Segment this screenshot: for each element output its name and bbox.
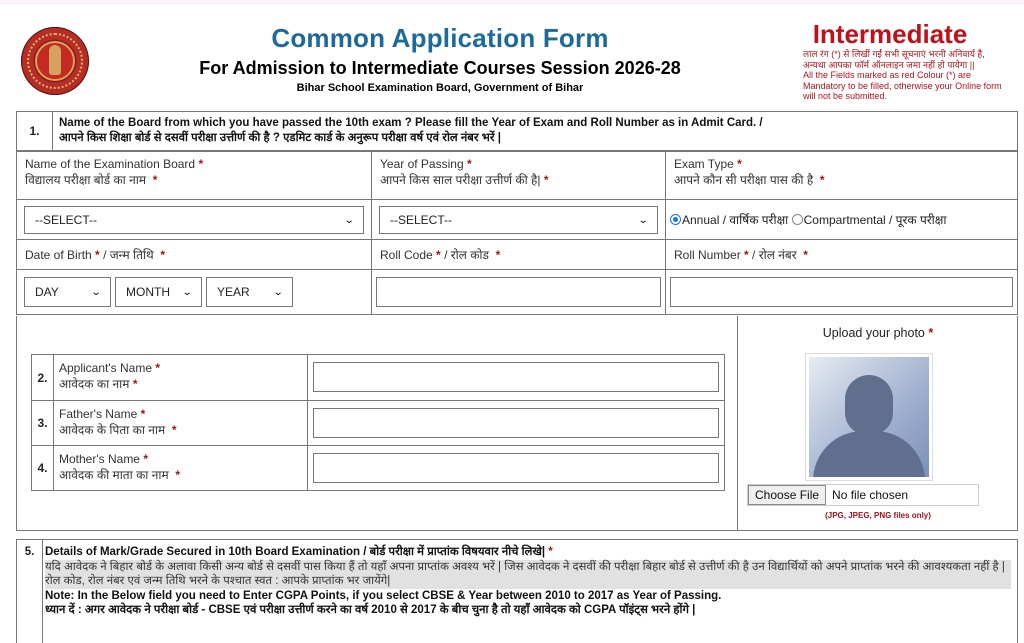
photo-preview bbox=[805, 353, 933, 481]
section-5-note-hi: ध्यान दें : अगर आवेदक ने परीक्षा बोर्ड - CBSE एवं परीक्षा उत्तीर्ण करने का वर्ष 2010 से 2017 के बीच चुना है तो यहाँ आवेदक को CGPA पॉइंट्स भरने होंगे | bbox=[45, 604, 696, 616]
required-mark: * bbox=[548, 546, 553, 558]
mandatory-note-en-2: Mandatory to be filled, otherwise your Online form bbox=[803, 80, 1002, 91]
page-subtitle: For Admission to Intermediate Courses Session 2026-28 bbox=[199, 58, 681, 78]
avatar-head bbox=[845, 375, 893, 435]
board-label bbox=[17, 152, 372, 199]
radio-unselected-icon[interactable] bbox=[792, 214, 803, 225]
required-mark: * bbox=[737, 157, 742, 171]
year-label-hi: आपने किस साल परीक्षा उत्तीर्ण की है| bbox=[380, 173, 541, 187]
required-mark: * bbox=[466, 157, 472, 171]
board-select-value: --SELECT-- bbox=[35, 213, 98, 227]
roll-code-input[interactable] bbox=[376, 277, 661, 307]
dob-day-value: DAY bbox=[35, 285, 59, 299]
photo-file-input[interactable] bbox=[747, 484, 979, 506]
required-mark: * bbox=[803, 248, 808, 262]
required-mark: * bbox=[152, 173, 158, 187]
roll-number-cell bbox=[666, 270, 1017, 314]
required-mark: * bbox=[744, 248, 749, 262]
mother-name-row bbox=[32, 445, 724, 490]
chevron-down-icon: ⌄ bbox=[181, 286, 193, 298]
dob-year-value: YEAR bbox=[217, 285, 250, 299]
labels-row bbox=[17, 151, 1017, 199]
exam-type-label-hi: आपने कौन सी परीक्षा पास की है bbox=[674, 173, 814, 187]
board-label-en: Name of the Examination Board bbox=[25, 157, 196, 171]
board-select[interactable] bbox=[24, 206, 364, 234]
section-1-heading-hi: आपने किस शिक्षा बोर्ड से दसवीं परीक्षा उत्तीर्ण की है ? एडमिट कार्ड के अनुरूप परीक्षा वर्ष एवं रोल नंबर भरें | bbox=[59, 132, 501, 144]
father-name-label-hi: आवेदक के पिता का नाम bbox=[59, 423, 166, 437]
year-select-cell bbox=[372, 200, 666, 239]
mandatory-note bbox=[803, 49, 1018, 102]
required-mark: * bbox=[198, 157, 204, 171]
father-name-row bbox=[32, 400, 724, 445]
applicant-name-cell bbox=[308, 355, 724, 400]
mother-name-label bbox=[54, 446, 308, 490]
browser-top-strip bbox=[0, 0, 1024, 4]
row-number: 2. bbox=[32, 355, 54, 400]
roll-number-label-en: Roll Number bbox=[674, 248, 741, 262]
radio-compartmental-label: Compartmental / पूरक परीक्षा bbox=[803, 213, 947, 227]
year-label-en: Year of Passing bbox=[380, 157, 464, 171]
radio-compartmental[interactable] bbox=[792, 213, 947, 227]
row-number: 3. bbox=[32, 401, 54, 445]
section-5-heading bbox=[45, 545, 1011, 560]
mandatory-note-hi-1: लाल रंग (*) से लिखीं गईं सभी सूचनाएं भरनी अनिवार्य है, bbox=[803, 49, 985, 59]
required-mark: * bbox=[436, 248, 441, 262]
applicant-name-label-hi: आवेदक का नाम bbox=[59, 377, 130, 391]
chevron-down-icon: ⌄ bbox=[90, 286, 102, 298]
chevron-down-icon: ⌄ bbox=[343, 214, 355, 226]
exam-type-label-en: Exam Type bbox=[674, 157, 734, 171]
roll-code-cell bbox=[372, 270, 666, 314]
required-mark: * bbox=[143, 452, 148, 466]
mother-name-label-hi: आवेदक की माता का नाम bbox=[59, 468, 169, 482]
selects-row bbox=[17, 199, 1017, 239]
avatar-body bbox=[813, 431, 925, 477]
required-mark: * bbox=[132, 377, 138, 391]
year-select[interactable] bbox=[379, 206, 658, 234]
dob-roll-inputs-row bbox=[17, 269, 1017, 314]
year-label bbox=[372, 152, 666, 199]
file-status: No file chosen bbox=[832, 488, 909, 502]
dob-month-select[interactable] bbox=[115, 277, 202, 307]
dob-label-hi: / जन्म तिथि bbox=[103, 248, 154, 262]
section-5-heading-text: Details of Mark/Grade Secured in 10th Board Examination / बोर्ड परीक्षा में प्राप्तांक विषयवार नीचे लिखे| bbox=[45, 546, 546, 558]
bseb-logo bbox=[21, 27, 89, 95]
dob-roll-labels-row bbox=[17, 239, 1017, 269]
required-mark: * bbox=[160, 248, 166, 262]
dob-label-en: Date of Birth bbox=[25, 248, 92, 262]
photo-upload-panel bbox=[739, 316, 1017, 530]
dob-year-select[interactable] bbox=[206, 277, 293, 307]
board-label-hi: विद्यालय परीक्षा बोर्ड का नाम bbox=[25, 173, 147, 187]
section-5-body bbox=[45, 545, 1011, 618]
radio-selected-icon[interactable] bbox=[670, 214, 681, 225]
logo-figure bbox=[49, 45, 61, 75]
dob-label bbox=[17, 240, 372, 269]
father-name-input[interactable] bbox=[313, 408, 719, 438]
section-5-note-en: Note: In the Below field you need to Enter CGPA Points, if you select CBSE & Year between 2010 to 2017 as Year of Passing. bbox=[45, 589, 722, 602]
names-table bbox=[31, 354, 725, 491]
avatar-placeholder-icon bbox=[809, 357, 929, 477]
mandatory-note-hi-2: अन्यथा आपका फॉर्म ऑनलाइन जमा नहीं हो पायेगा || bbox=[803, 59, 975, 70]
roll-number-input[interactable] bbox=[670, 277, 1013, 307]
required-mark: * bbox=[95, 248, 100, 262]
required-mark: * bbox=[140, 407, 146, 421]
father-name-label-en: Father's Name bbox=[59, 407, 138, 421]
required-mark: * bbox=[495, 248, 501, 262]
roll-number-label bbox=[666, 240, 1017, 269]
required-mark: * bbox=[928, 326, 934, 340]
applicant-name-label bbox=[54, 355, 308, 400]
roll-code-label-hi: / रोल कोड bbox=[444, 248, 489, 262]
photo-label bbox=[739, 326, 1017, 340]
board-name: Bihar School Examination Board, Government of Bihar bbox=[296, 82, 584, 94]
dob-selects bbox=[17, 270, 372, 314]
section-1-header bbox=[16, 111, 1018, 151]
mandatory-note-en-3: will not be submitted. bbox=[803, 91, 888, 101]
exam-type-label bbox=[666, 152, 1017, 199]
applicant-details-block bbox=[16, 316, 1018, 531]
roll-code-label-en: Roll Code bbox=[380, 248, 433, 262]
file-type-hint: (JPG, JPEG, PNG files only) bbox=[825, 511, 931, 520]
page-title: Common Application Form bbox=[271, 23, 609, 53]
year-select-value: --SELECT-- bbox=[390, 213, 453, 227]
mother-name-input[interactable] bbox=[313, 453, 719, 483]
dob-month-value: MONTH bbox=[126, 285, 170, 299]
required-mark: * bbox=[543, 173, 549, 187]
required-mark: * bbox=[155, 361, 161, 375]
applicant-name-row bbox=[32, 355, 724, 400]
father-name-cell bbox=[308, 401, 724, 445]
required-mark: * bbox=[819, 173, 825, 187]
board-select-cell bbox=[17, 200, 372, 239]
father-name-label bbox=[54, 401, 308, 445]
applicant-name-input[interactable] bbox=[313, 362, 719, 392]
section-number: 5. bbox=[17, 540, 43, 643]
section-number: 1. bbox=[17, 112, 53, 150]
required-mark: * bbox=[175, 468, 181, 482]
radio-annual-label: Annual / वार्षिक परीक्षा bbox=[682, 213, 789, 227]
section-1-heading bbox=[59, 116, 763, 146]
radio-annual[interactable] bbox=[670, 213, 788, 227]
board-details-grid bbox=[16, 151, 1018, 315]
section-5-marks bbox=[16, 539, 1018, 643]
column-divider bbox=[737, 316, 738, 530]
mother-name-cell bbox=[308, 446, 724, 490]
photo-label-text: Upload your photo bbox=[822, 326, 925, 340]
exam-type-radios bbox=[666, 200, 1017, 239]
row-number: 4. bbox=[32, 446, 54, 490]
course-badge: Intermediate bbox=[812, 19, 968, 49]
dob-day-select[interactable] bbox=[24, 277, 111, 307]
mandatory-note-en-1: All the Fields marked as red Colour (*) are bbox=[803, 70, 972, 80]
section-1-heading-en: Name of the Board from which you have passed the 10th exam ? Please fill the Year of Exam and Roll Number as in Admit Card. / bbox=[59, 117, 763, 129]
section-5-info: यदि आवेदक ने बिहार बोर्ड के अलावा किसी अन्य बोर्ड से दसवीं पास किया हैं तो यहाँ अपना प्राप्तांक अवश्य भरें | जिस आवेदक ने दसवीं की परीक्षा बिहार बोर्ड से उत्तीर्ण की है उन विद्यार्थियों को अपने प्राप्तांक भरने की आवश्यकता नहीं है | रोल कोड, रोल नंबर एवं जन्म तिथि भरने के पश्चात स्वत : आपके प्राप्तांक भर जायेंगे| bbox=[45, 560, 1011, 589]
mother-name-label-en: Mother's Name bbox=[59, 452, 140, 466]
applicant-name-label-en: Applicant's Name bbox=[59, 361, 152, 375]
choose-file-button[interactable]: Choose File bbox=[748, 485, 826, 505]
roll-code-label bbox=[372, 240, 666, 269]
required-mark: * bbox=[171, 423, 177, 437]
chevron-down-icon: ⌄ bbox=[272, 286, 284, 298]
chevron-down-icon: ⌄ bbox=[637, 214, 649, 226]
roll-number-label-hi: / रोल नंबर bbox=[752, 248, 797, 262]
page-header bbox=[0, 5, 1024, 108]
